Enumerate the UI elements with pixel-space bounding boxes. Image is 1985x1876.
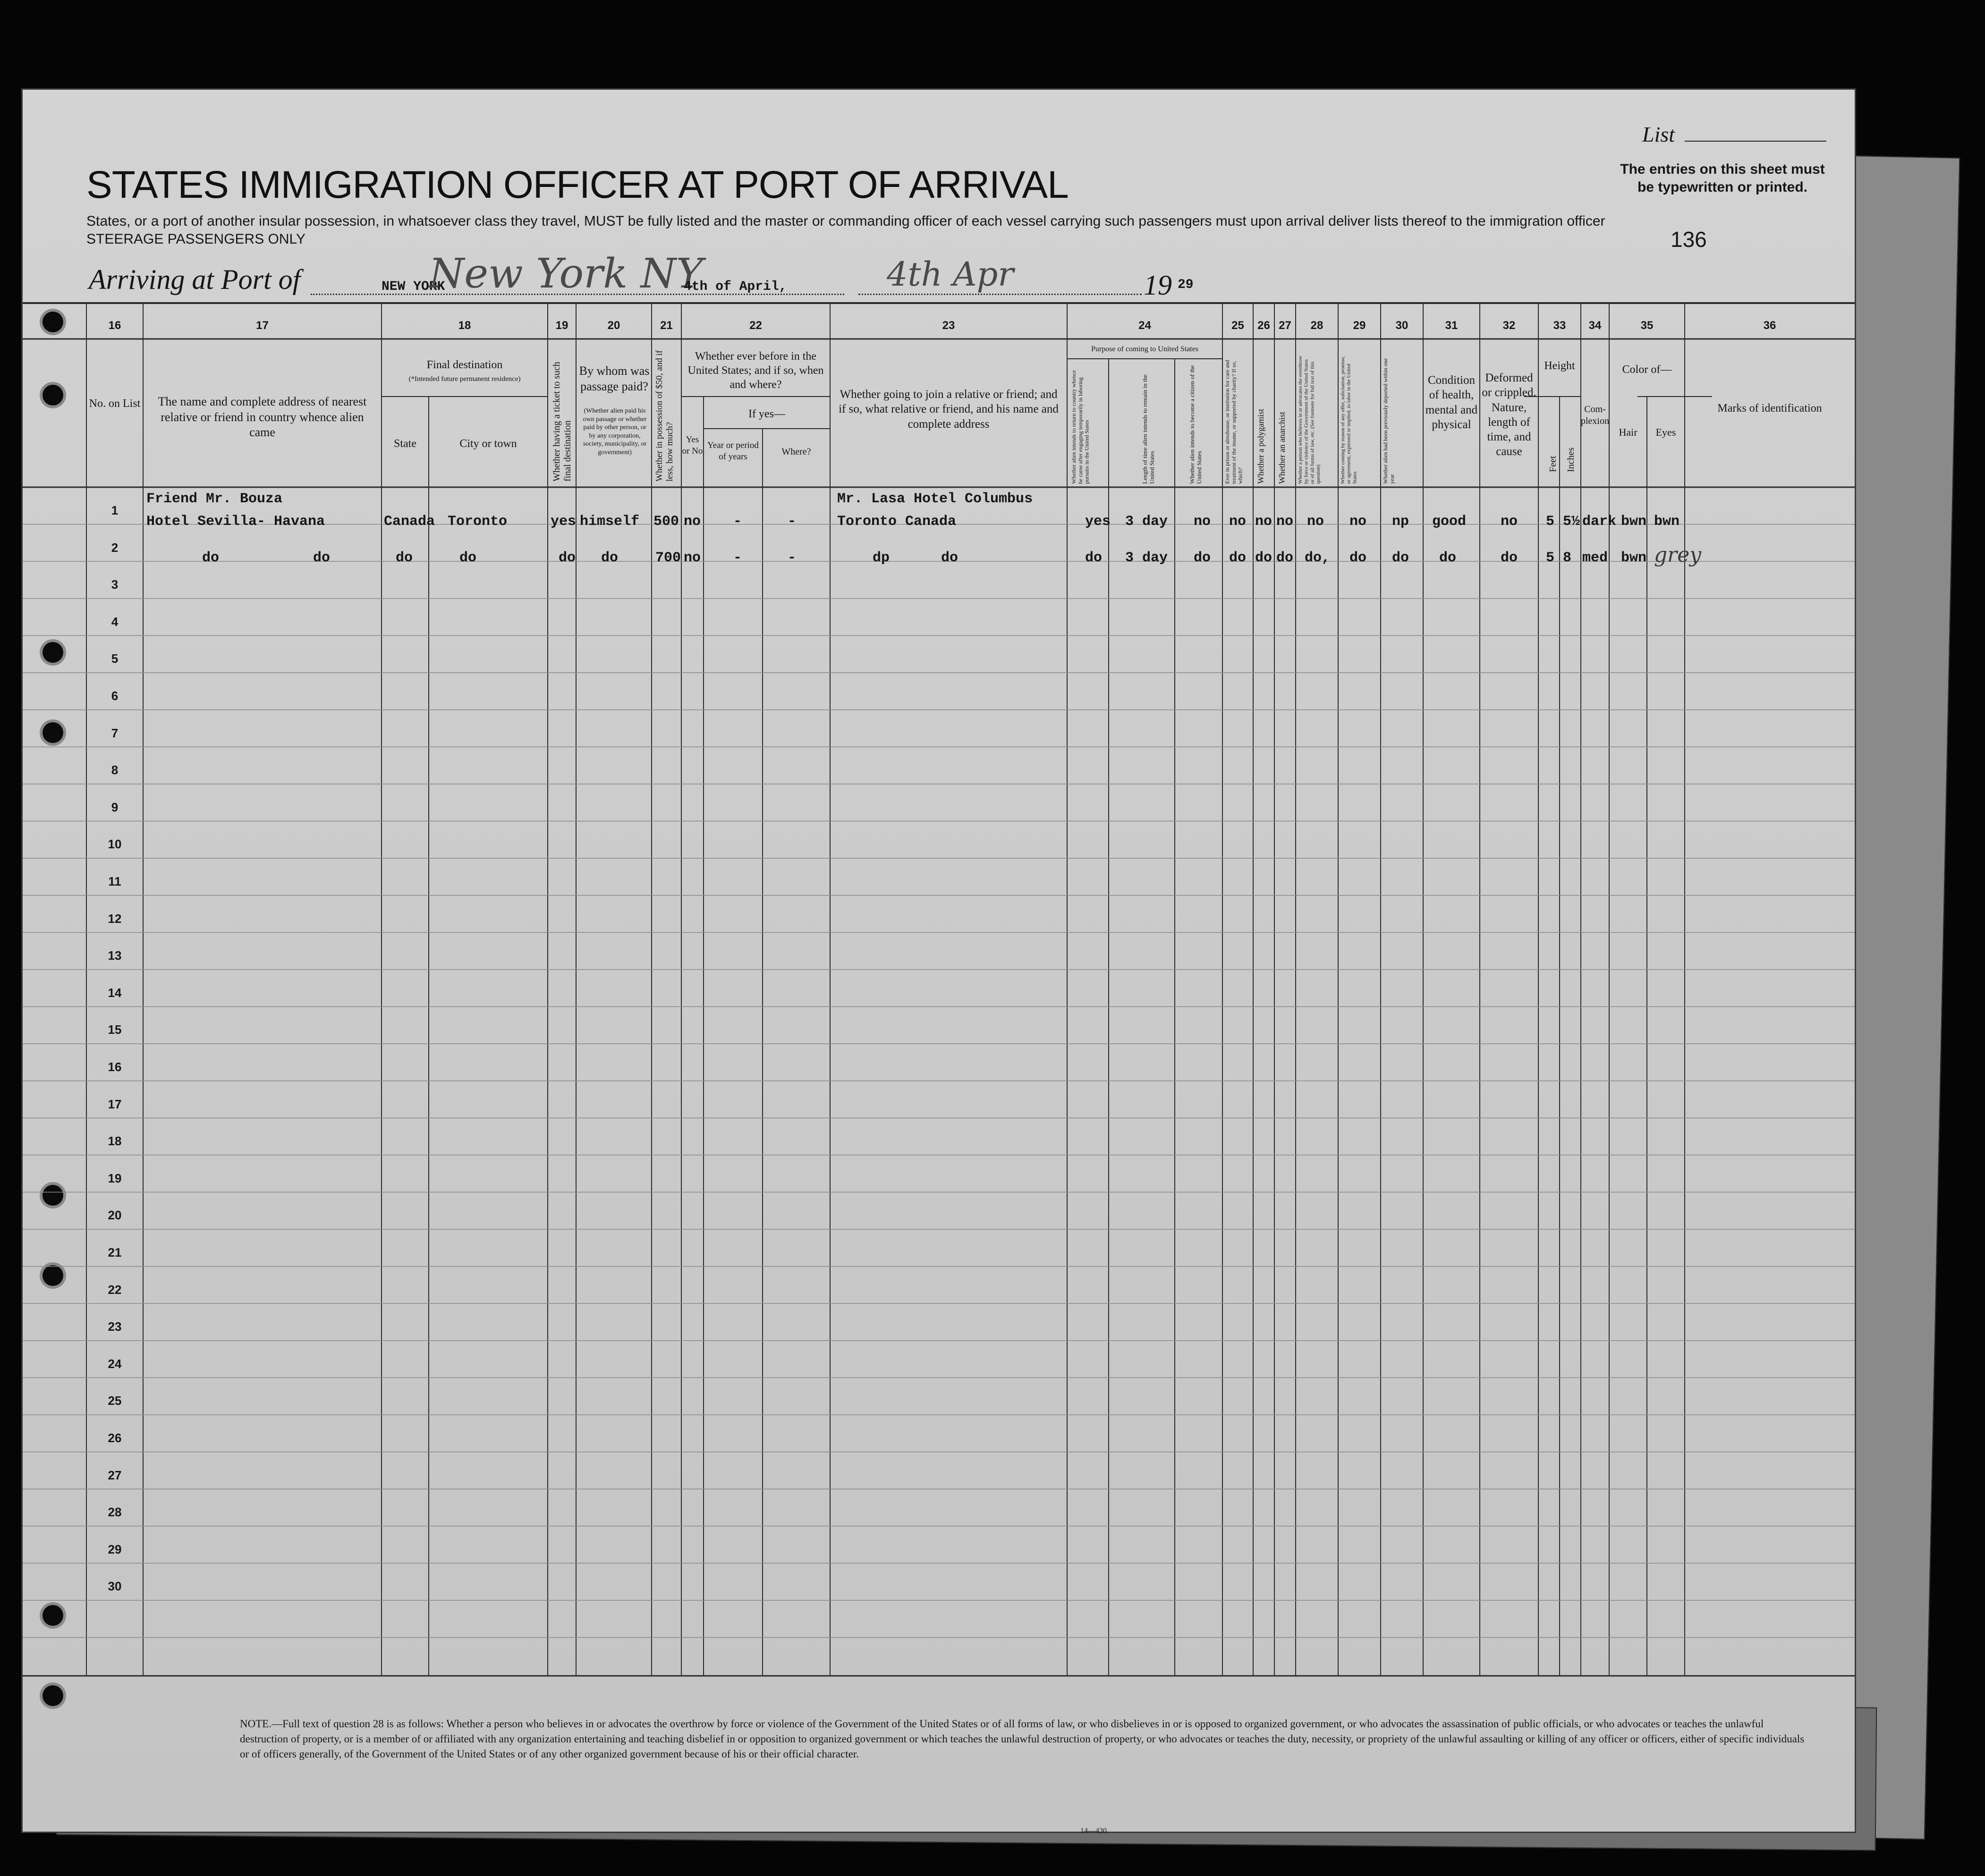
money-1: 500: [653, 514, 679, 530]
port-typed: NEW YORK: [382, 279, 445, 294]
years-2: -: [733, 550, 742, 566]
overthrow-2: do,: [1305, 550, 1331, 566]
passenger-class: STEERAGE PASSENGERS ONLY: [86, 231, 306, 247]
col-number: 25: [1231, 319, 1244, 332]
where-2: -: [788, 550, 797, 566]
height-feet-1: 5: [1546, 514, 1555, 530]
header-inches: Inches: [1566, 447, 1576, 472]
join-name-1: Mr. Lasa Hotel Columbus: [837, 491, 1033, 507]
row-number: 14: [108, 985, 122, 1000]
row-number: 13: [108, 948, 122, 963]
row-number: 18: [108, 1134, 122, 1149]
header-complexion: Com- plexion: [1581, 404, 1609, 426]
header-color-of: Color of—: [1622, 363, 1672, 376]
dest-state-2: do: [396, 550, 413, 566]
col-number: 18: [458, 319, 471, 332]
deported-1: np: [1392, 514, 1409, 530]
eyes-2: grey: [1654, 543, 1702, 567]
deformed-1: no: [1501, 514, 1518, 530]
page-subtitle: States, or a port of another insular possession, in whatsoever class they travel, MUST be fully listed and the master or commanding officer of each vessel carrying such passengers must upon arrival deliver lists thereof to the immigration officer: [86, 213, 1605, 229]
col-number: 34: [1588, 319, 1602, 332]
header-prison: Ever in prison or almshouse, or institution for care and treatment of the insane, or supported by charity? If so, which?: [1224, 360, 1244, 484]
height-inches-2: 8: [1563, 550, 1572, 566]
header-polygamist: Whether a polygamist: [1256, 409, 1265, 484]
before-2: no: [684, 550, 701, 566]
col-number: 22: [749, 319, 762, 332]
eyes-1: bwn: [1654, 514, 1680, 530]
relative-name-1: Friend Mr. Bouza: [146, 491, 283, 507]
row-number: 29: [108, 1542, 122, 1556]
row-number: 8: [111, 763, 119, 777]
typewritten-instruction: The entries on this sheet must be typewritten or printed.: [1620, 161, 1825, 195]
header-if-yes: If yes—: [748, 408, 785, 420]
row-number: 30: [108, 1579, 122, 1594]
row-number: 28: [108, 1505, 122, 1520]
health-1: good: [1432, 514, 1467, 530]
purpose-2: do: [1085, 550, 1103, 566]
header-return-intent: Whether alien intends to return to country whence he came after engaging temporarily in laboring pursuits in the United States: [1070, 370, 1090, 484]
citizen-1: no: [1194, 514, 1211, 530]
height-inches-1: 5½: [1563, 514, 1580, 530]
header-purpose: Purpose of coming to United States: [1091, 345, 1199, 353]
ticket-2: do: [559, 550, 576, 566]
col-number: 23: [942, 319, 955, 332]
header-labor-offer: Whether coming by reason of any offer, solicitation, promise, or agreement, expressed or implied, to labor in the United States: [1340, 356, 1358, 484]
col-number: 33: [1553, 319, 1566, 332]
prison-1: no: [1229, 514, 1247, 530]
header-citizen-intent: Whether alien intends to become a citizen of the United States: [1188, 365, 1203, 484]
relative-address-2: do: [313, 550, 331, 566]
offer-1: no: [1349, 514, 1367, 530]
header-before-in-us: Whether ever before in the United States; and if so, when and where?: [687, 350, 824, 391]
col-number: 30: [1395, 319, 1408, 332]
row-number: 7: [111, 726, 119, 740]
col-number: 17: [256, 319, 269, 332]
row-number: 15: [108, 1023, 122, 1037]
dest-state-1: Canada: [384, 514, 435, 530]
hair-2: bwn: [1621, 550, 1647, 566]
header-final-destination: Final destination: [426, 359, 503, 371]
join-address-1: Toronto Canada: [837, 514, 957, 530]
header-length-of-stay: Length of time alien intends to remain in the United States: [1141, 374, 1155, 484]
row-number: 12: [108, 911, 122, 926]
paid-by-1: himself: [580, 514, 640, 530]
header-eyes: Eyes: [1655, 426, 1676, 438]
years-1: -: [733, 514, 742, 530]
row-number: 26: [108, 1431, 122, 1445]
polygamist-1: no: [1255, 514, 1272, 530]
height-feet-2: 5: [1546, 550, 1555, 566]
form-number: 14—430: [1080, 1827, 1107, 1835]
header-state: State: [394, 438, 416, 450]
col-number: 20: [607, 319, 620, 332]
header-deformed: Deformed or crippled. Nature, length of time, and cause: [1482, 372, 1536, 458]
row-number: 2: [111, 540, 119, 555]
arriving-label: Arriving at Port of: [89, 264, 301, 295]
where-1: -: [788, 514, 797, 530]
complexion-2: med: [1582, 550, 1608, 566]
header-yes-no: Yes or No: [682, 435, 703, 456]
money-2: 700: [655, 550, 681, 566]
relative-address-1: Hotel Sevilla- Havana: [146, 514, 325, 530]
deported-2: do: [1392, 550, 1409, 566]
polygamist-2: do: [1255, 550, 1272, 566]
anarchist-1: no: [1276, 514, 1294, 530]
col-number: 19: [555, 319, 568, 332]
offer-2: do: [1349, 550, 1367, 566]
length-2: 3 day: [1125, 550, 1168, 566]
row-number: 6: [111, 689, 119, 703]
manifest-sheet: [23, 90, 1855, 1835]
header-marks: Marks of identification: [1717, 402, 1822, 414]
header-feet: Feet: [1548, 456, 1558, 472]
header-where: Where?: [781, 447, 811, 457]
row-number: 5: [111, 651, 119, 666]
row-number: 21: [108, 1245, 122, 1259]
purpose-1: yes: [1085, 514, 1111, 530]
col-number: 29: [1353, 319, 1366, 332]
row-number: 4: [111, 614, 119, 629]
length-1: 3 day: [1125, 514, 1168, 530]
header-deported: Whether alien had been previously deported within one year: [1382, 358, 1395, 484]
row-number: 23: [108, 1319, 122, 1334]
date-typed: 4th of April,: [684, 279, 787, 294]
year-typed: 29: [1178, 278, 1194, 292]
row-number: 22: [108, 1282, 122, 1297]
header-height: Height: [1544, 360, 1575, 372]
manifest-grid: [23, 90, 1855, 1832]
header-join-relative: Whether going to join a relative or friend; and if so, what relative or friend, and his name and complete address: [839, 388, 1059, 431]
row-number: 19: [108, 1171, 122, 1185]
col-number: 21: [660, 319, 673, 332]
citizen-2: do: [1194, 550, 1211, 566]
row-number: 1: [111, 503, 119, 517]
header-city: City or town: [459, 438, 517, 450]
col-number: 28: [1310, 319, 1323, 332]
row-number: 16: [108, 1060, 122, 1074]
row-number: 3: [111, 577, 119, 592]
header-passage-note: (Whether alien paid his own passage or whether paid by other person, or by any corporation, society, municipality, or government): [583, 407, 647, 456]
deformed-2: do: [1501, 550, 1518, 566]
header-passage-paid: By whom was passage paid?: [579, 364, 650, 393]
row-number: 20: [108, 1208, 122, 1223]
col-number: 16: [108, 319, 121, 332]
ticket-1: yes: [551, 514, 577, 530]
col-number: 36: [1763, 319, 1776, 332]
complexion-1: dark: [1582, 514, 1617, 530]
row-number: 25: [108, 1394, 122, 1408]
date-handwritten: 4th Apr: [887, 255, 1014, 294]
col-number: 35: [1640, 319, 1654, 332]
header-anarchist: Whether an anarchist: [1277, 412, 1287, 484]
hair-1: bwn: [1621, 514, 1647, 530]
overthrow-1: no: [1307, 514, 1324, 530]
header-years: Year or period of years: [707, 440, 759, 462]
header-ticket: Whether having a ticket to such final destination: [551, 362, 573, 482]
col-number: 31: [1445, 319, 1458, 332]
prison-2: do: [1229, 550, 1247, 566]
header-hair: Hair: [1619, 426, 1637, 438]
header-final-destination-note: (*Intended future permanent residence): [408, 375, 521, 383]
col-number: 27: [1279, 319, 1291, 332]
dest-city-1: Toronto: [448, 514, 508, 530]
row-number: 9: [111, 800, 119, 814]
header-fifty-dollars: Whether in possession of $50, and if less, how much?: [654, 350, 675, 482]
before-1: no: [684, 514, 701, 530]
port-handwritten: New York NY: [429, 250, 703, 297]
relative-name-2: do: [202, 550, 220, 566]
row-number: 10: [108, 837, 122, 852]
dest-city-2: do: [459, 550, 477, 566]
sheet-number: 136: [1671, 227, 1707, 252]
header-nearest-relative: The name and complete address of nearest relative or friend in country whence alien came: [158, 395, 367, 439]
list-label: List: [1642, 122, 1675, 146]
col-number: 26: [1257, 319, 1270, 332]
header-overthrow: Whether a person who believes in or advocates the overthrow by force or violence of the Government of the United States or of all forms of law, etc. (See footnote for full text of this question): [1298, 355, 1321, 484]
row-number: 11: [108, 874, 121, 888]
join-name-2: dp: [873, 550, 890, 566]
header-health: Condition of health, mental and physical: [1425, 374, 1478, 431]
paid-by-2: do: [601, 550, 619, 566]
col-number: 32: [1502, 319, 1516, 332]
join-address-2: do: [941, 550, 959, 566]
col-number: 24: [1138, 319, 1151, 332]
footnote-question-28: NOTE.—Full text of question 28 is as follows: Whether a person who believes in or advocates the overthrow by force or violence of the Government of the United States or of all forms of law, or who disbelieves in or is opposed to organized government, or who advocates the assassination of public officials, or who advocates or teaches the unlawful destruction of property, or is a member of or affiliated with any organization entertaining and teaching disbelief in or opposition to organized government or which teaches the unlawful destruction of property, or who advocates or teaches the duty, necessity, or propriety of the unlawful assaulting or killing of any officer or officers, either of specific individuals or of officers generally, of the Government of the United States or of any other organized government because of his or their official character.: [240, 1718, 1805, 1760]
row-number: 17: [108, 1097, 122, 1111]
year-prefix: 19: [1144, 270, 1172, 301]
page-title: STATES IMMIGRATION OFFICER AT PORT OF ARRIVAL: [86, 163, 1069, 206]
header-no-on-list: No. on List: [89, 397, 141, 410]
health-2: do: [1439, 550, 1457, 566]
anarchist-2: do: [1276, 550, 1294, 566]
row-number: 24: [108, 1356, 122, 1371]
row-number: 27: [108, 1468, 122, 1482]
